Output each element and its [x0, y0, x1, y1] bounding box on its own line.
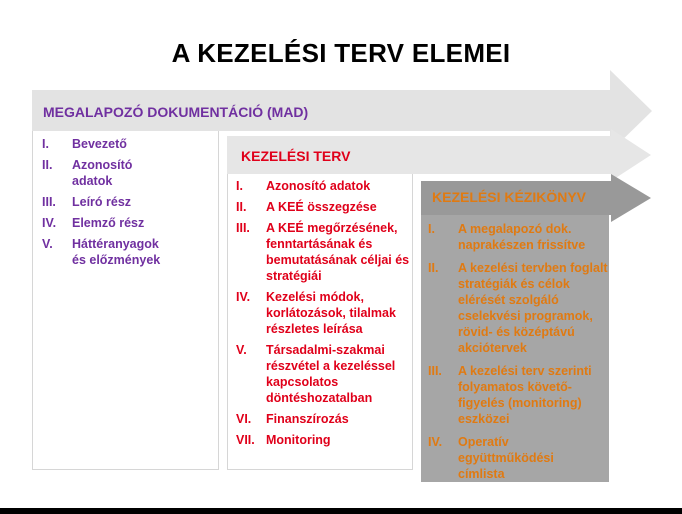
kezelesi-terv-label: KEZELÉSI TERV [241, 148, 351, 164]
diagram-title: A KEZELÉSI TERV ELEMEI [171, 38, 511, 68]
mad-item: I. Bevezető [42, 137, 127, 151]
mad-list [33, 131, 218, 268]
kezelesi-terv-item: VI. Finanszírozás [236, 412, 349, 426]
kezikonyv-item: II. A kezelési tervben foglalt stratégiák és célok elérését szolgáló cselekvési programok, rövid- és középtávú akciótervek [428, 261, 608, 355]
kezelesi-terv-list [228, 174, 412, 448]
kezelesi-terv-item: III. A KEÉ megőrzésének, fenntartásának és bemutatásának céljai és stratégiái [236, 221, 410, 283]
mad-item: II. Azonosító adatok [42, 158, 133, 188]
kezikonyv-list [421, 215, 609, 482]
mad-column [32, 131, 219, 470]
kezelesi-terv-item: IV. Kezelési módok, korlátozások, tilalmak részletes leírása [236, 290, 396, 336]
kezikonyv-column [421, 215, 609, 482]
kezikonyv-item: IV. Operatív együttműködési címlista [428, 435, 554, 481]
kezelesi-terv-item: II. A KEÉ összegzése [236, 200, 377, 214]
kezelesi-terv-column [227, 174, 413, 470]
kezikonyv-label: KEZELÉSI KÉZIKÖNYV [432, 189, 587, 205]
mad-label: MEGALAPOZÓ DOKUMENTÁCIÓ (MAD) [43, 104, 309, 120]
kezikonyv-item: III. A kezelési terv szerinti folyamatos követő-figyelés (monitoring) eszközei [428, 364, 592, 426]
kezikonyv-item: I. A megalapozó dok. naprakészen frissítve [428, 222, 586, 252]
kezelesi-terv-item: V. Társadalmi-szakmai részvétel a kezeléssel kapcsolatos döntéshozatalban [236, 343, 396, 405]
bottom-divider [0, 508, 682, 514]
mad-item: IV. Elemző rész [42, 216, 145, 230]
kezelesi-terv-item: VII. Monitoring [236, 433, 331, 447]
mad-item: III. Leíró rész [42, 195, 132, 209]
mad-item: V. Háttéranyagok és előzmények [42, 237, 161, 267]
kezelesi-terv-item: I. Azonosító adatok [236, 179, 371, 193]
